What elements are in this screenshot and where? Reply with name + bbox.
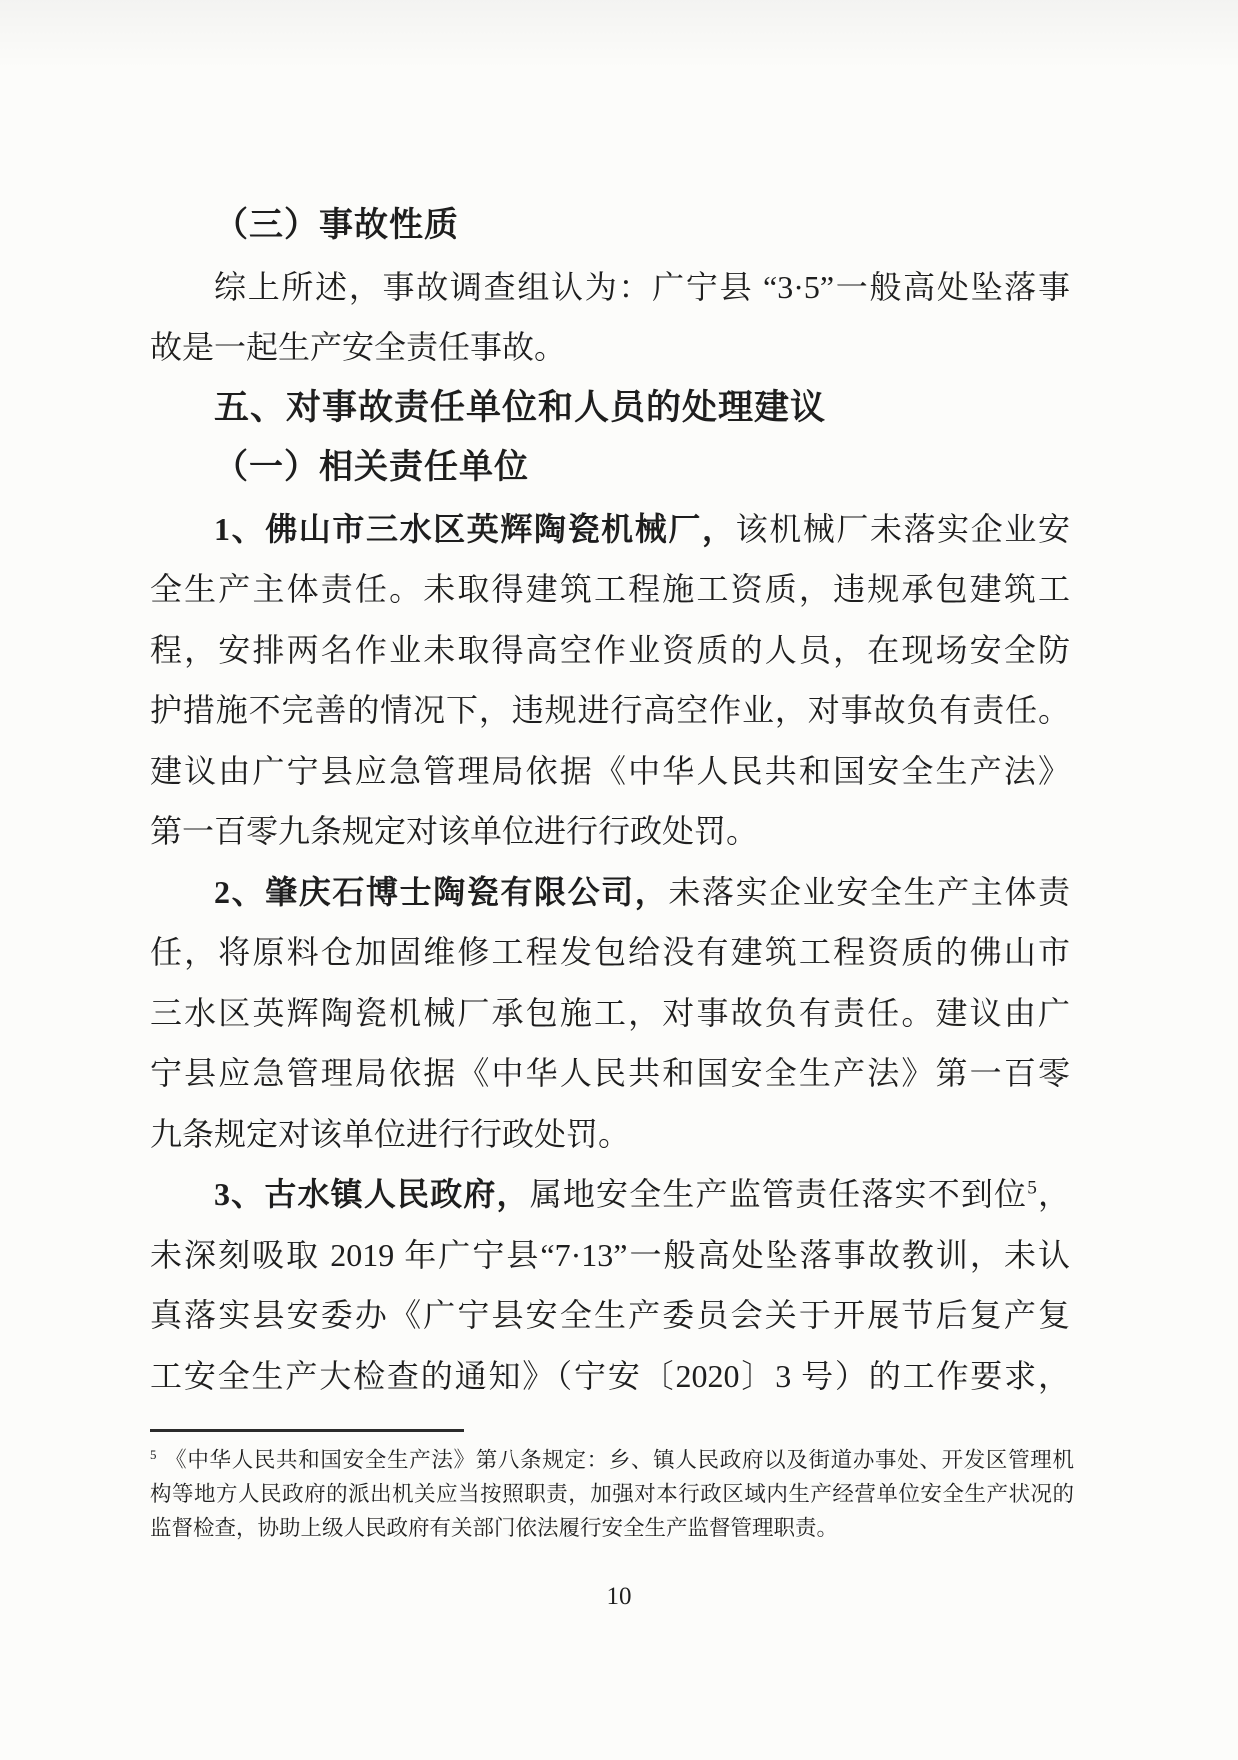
paragraph-line	[150, 1164, 1070, 1225]
footnote-line	[150, 1443, 1074, 1477]
paragraph-line: 故是一起生产安全责任事故。	[150, 329, 567, 365]
footnote-reference-5: 5	[1027, 1177, 1037, 1199]
paragraph-line: 三水区英辉陶瓷机械厂承包施工，对事故负有责任。建议由广	[150, 994, 1070, 1031]
paragraph-line: 九条规定对该单位进行行政处罚。	[150, 1115, 631, 1152]
paragraph-line: 程，安排两名作业未取得高空作业资质的人员，在现场安全防	[150, 631, 1070, 668]
footnote	[150, 1443, 1074, 1545]
paragraph-line: 未深刻吸取 2019 年广宁县“7·13”一般高处坠落事故教训，未认	[150, 1236, 1070, 1273]
paragraph-line: 任，将原料仓加固维修工程发包给没有建筑工程资质的佛山市	[150, 934, 1070, 970]
heading-section-3: （三）事故性质	[214, 207, 459, 244]
paragraph-line	[150, 499, 1070, 560]
paragraph-line: 护措施不完善的情况下，违规进行高空作业，对事故负有责任。	[150, 692, 1070, 728]
document-body	[150, 196, 1070, 1406]
paragraph-text: 该机械厂未落实企业安	[735, 510, 1070, 547]
paragraph-text: 未落实企业安全生产主体责	[668, 873, 1070, 910]
scan-shading	[0, 0, 1238, 70]
responsible-unit-1-name: 1、佛山市三水区英辉陶瓷机械厂，	[214, 510, 736, 547]
heading-chapter-5: 五、对事故责任单位和人员的处理建议	[214, 387, 827, 427]
paragraph-text: 属地安全生产监管责任落实不到位	[529, 1176, 1028, 1212]
paragraph-line: 真落实县安委办《广宁县安全生产委员会关于开展节后复产复	[150, 1297, 1070, 1333]
footnote-line: 监督检查，协助上级人民政府有关部门依法履行安全生产监督管理职责。	[150, 1516, 839, 1540]
paragraph-text: ，	[1036, 1176, 1070, 1212]
footnote-line: 构等地方人民政府的派出机关应当按照职责，加强对本行政区域内生产经营单位安全生产状况的	[150, 1482, 1074, 1506]
paragraph-line: 建议由广宁县应急管理局依据《中华人民共和国安全生产法》	[150, 752, 1070, 789]
paragraph-line: 全生产主体责任。未取得建筑工程施工资质，违规承包建筑工	[150, 571, 1070, 607]
paragraph-line	[150, 862, 1070, 923]
footnote-separator	[150, 1429, 464, 1432]
paragraph-line: 第一百零九条规定对该单位进行行政处罚。	[150, 813, 759, 849]
page-number: 10	[606, 1583, 632, 1610]
paragraph-line: 工安全生产大检查的通知》（宁安〔2020〕3 号）的工作要求，	[150, 1357, 1070, 1394]
footnote-text: 《中华人民共和国安全生产法》第八条规定：乡、镇人民政府以及街道办事处、开发区管理机	[164, 1448, 1074, 1472]
footnote-marker-5: 5	[150, 1447, 157, 1462]
paragraph-line: 综上所述，事故调查组认为：广宁县 “3·5”一般高处坠落事	[214, 268, 1070, 305]
responsible-unit-2-name: 2、肇庆石博士陶瓷有限公司，	[214, 873, 669, 910]
paragraph-line: 宁县应急管理局依据《中华人民共和国安全生产法》第一百零	[150, 1055, 1070, 1091]
heading-section-1: （一）相关责任单位	[214, 449, 529, 486]
responsible-unit-3-name: 3、古水镇人民政府，	[214, 1176, 530, 1212]
